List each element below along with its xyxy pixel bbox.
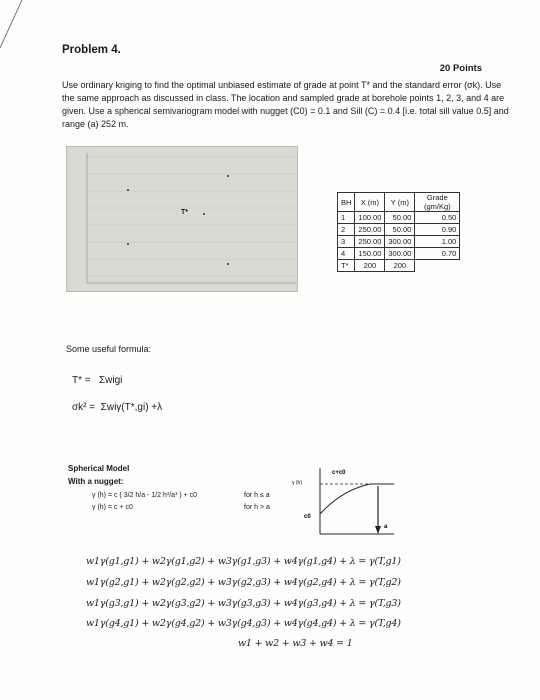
kriging-eq-2: w1γ(g2,g1) + w2γ(g2,g2) + w3γ(g2,g3) + w4γ(g2,g4) + λ = γ(T,g2) [86, 577, 401, 588]
cell: 3 [338, 236, 355, 248]
point-bh2 [227, 263, 229, 265]
spherical-eq1: γ (h) = c ( 3/2 h/a - 1/2 h³/a³ ) + c0 [92, 492, 198, 499]
point-tstar [203, 213, 205, 215]
cell: 150.00 [355, 248, 385, 260]
formula-variance: σk² = Σwiγ(T*,gi) +λ [72, 402, 163, 413]
semivariogram-sketch [290, 462, 400, 542]
cell: 50.00 [385, 212, 415, 224]
kriging-eq-4: w1γ(g4,g1) + w2γ(g4,g2) + w3γ(g4,g3) + w4γ(g4,g4) + λ = γ(T,g4) [86, 618, 401, 629]
cell: 200 [355, 260, 385, 272]
spherical-heading: Spherical Model [68, 464, 130, 473]
kriging-eq-3: w1γ(g3,g1) + w2γ(g3,g2) + w3γ(g3,g3) + w4γ(g3,g4) + λ = γ(T,g3) [86, 598, 401, 609]
graph-sill-label: c+c0 [332, 470, 346, 476]
table-row [338, 248, 460, 260]
graph-y-label: γ (h) [292, 480, 302, 486]
graph-range-label: a [384, 524, 388, 530]
cell: T* [338, 260, 355, 272]
tstar-label: T* [181, 209, 188, 216]
kriging-eq-1: w1γ(g1,g1) + w2γ(g1,g2) + w3γ(g1,g3) + w4γ(g1,g4) + λ = γ(T,g1) [86, 556, 401, 567]
table-row [338, 212, 460, 224]
corner-mark [0, 0, 30, 50]
nugget-label: With a nugget: [68, 477, 124, 486]
cell: 1 [338, 212, 355, 224]
col-x: X (m) [355, 193, 385, 212]
cell: 0.50 [415, 212, 460, 224]
point-bh3 [227, 175, 229, 177]
cell: 300.00 [385, 248, 415, 260]
plot-grid [67, 147, 297, 291]
point-bh1 [127, 243, 129, 245]
cell: 50.00 [385, 224, 415, 236]
cell: 200 [385, 260, 415, 272]
spherical-eq2: γ (h) = c + c0 [92, 504, 133, 511]
cell: 0.90 [415, 224, 460, 236]
formula-estimate: T* = Σwigi [72, 375, 123, 386]
useful-formula-heading: Some useful formula: [66, 344, 152, 354]
table-row [338, 224, 460, 236]
cell: 2 [338, 224, 355, 236]
col-grade: Grade (gm/Kg) [415, 193, 460, 212]
points-label: 20 Points [439, 63, 482, 74]
problem-statement: Use ordinary kriging to find the optimal unbiased estimate of grade at point T* and the standard error (σk). Use the same approach as discussed in class. The location and sampled grade at borehole points 1, 2, 3, and 4 are given. Use a spherical semivariogram model with nugget (C0) = 0.1 and Sill (C) = 0.4 [i.e. total sill value 0.5] and range (a) 252 m. [62, 80, 509, 129]
cell: 250.00 [355, 224, 385, 236]
col-bh: BH [338, 193, 355, 212]
problem-title: Problem 4. [62, 44, 121, 56]
cell: 100.00 [355, 212, 385, 224]
condition-1: for h ≤ a [244, 492, 270, 499]
graph-nugget-label: c0 [304, 514, 311, 520]
cell: 1.00 [415, 236, 460, 248]
condition-2: for h > a [244, 504, 270, 511]
borehole-table [337, 192, 460, 272]
cell: 300.00 [385, 236, 415, 248]
table-row [338, 260, 460, 272]
cell [415, 260, 460, 272]
point-bh4 [127, 189, 129, 191]
kriging-eq-sum: w1 + w2 + w3 + w4 = 1 [238, 638, 353, 649]
table-row [338, 236, 460, 248]
col-y: Y (m) [385, 193, 415, 212]
location-plot [66, 146, 298, 292]
cell: 250.00 [355, 236, 385, 248]
cell: 0.70 [415, 248, 460, 260]
table-header-row [338, 193, 460, 212]
cell: 4 [338, 248, 355, 260]
